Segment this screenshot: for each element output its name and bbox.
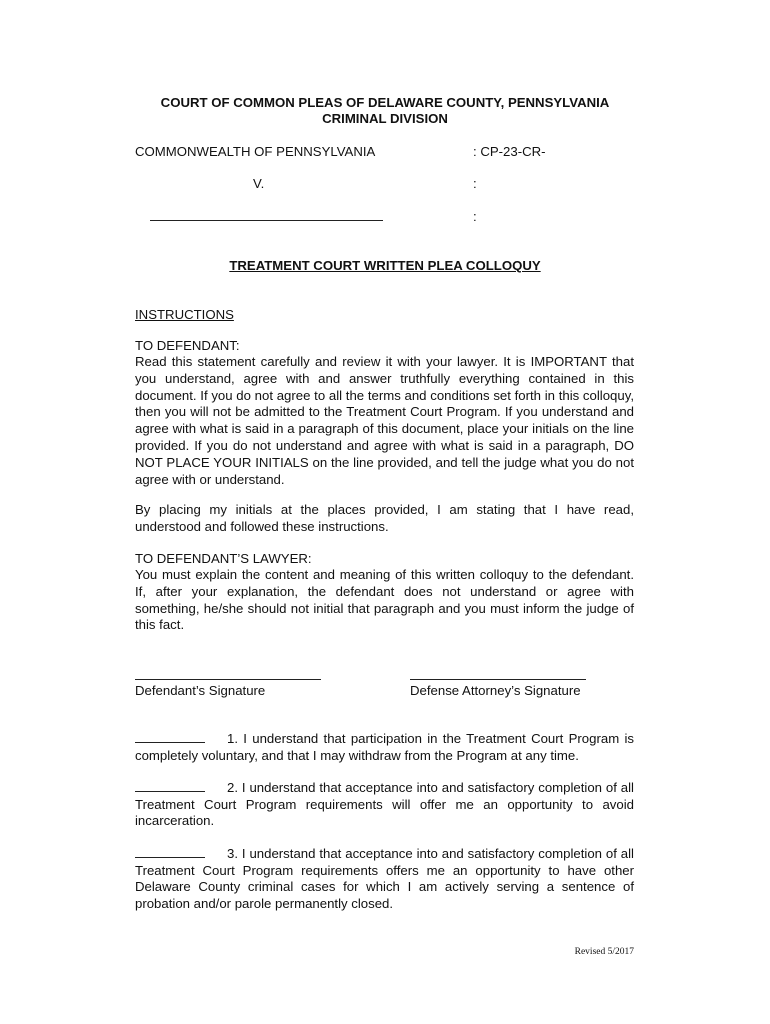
initials-statement: By placing my initials at the places provided, I am stating that I have read, understood and followed these instructions. xyxy=(135,502,634,534)
defendant-signature-line[interactable] xyxy=(135,679,321,680)
versus-label: V. xyxy=(253,176,265,191)
case-number: : CP-23-CR- xyxy=(473,144,546,159)
initials-blank[interactable] xyxy=(135,732,205,743)
defendant-instructions: Read this statement carefully and review it with your lawyer. It is IMPORTANT that you understand, agree with and answer truthfully everything contained in this document. If you do not agree to all the terms and conditions set forth in this colloquy, then you will not be admitted to the Treatment Court Program. If you understand and agree with what is said in a paragraph of this document, place your initials on the line provided. If you do not understand and agree with what is said in a paragraph, DO NOT PLACE YOUR INITIALS on the line provided, and tell the judge what you do not agree with or understand. xyxy=(135,354,634,487)
initials-blank[interactable] xyxy=(135,847,205,858)
division-heading: CRIMINAL DIVISION xyxy=(322,111,448,126)
defendant-name-line[interactable] xyxy=(150,220,383,221)
colloquy-item-text: 1. I understand that participation in the Treatment Court Program is completely voluntary, and that I may withdraw from the Program at any time. xyxy=(135,731,634,763)
initials-blank[interactable] xyxy=(135,781,205,792)
instructions-heading: INSTRUCTIONS xyxy=(135,307,234,322)
attorney-signature-line[interactable] xyxy=(410,679,586,680)
caption-colon: : xyxy=(473,209,477,224)
lawyer-instructions: You must explain the content and meaning of this written colloquy to the defendant. If, after your explanation, the defendant does not understand or agree with something, he/she should not initial that paragraph and you must inform the judge of this fact. xyxy=(135,567,634,633)
colloquy-item-text: 3. I understand that acceptance into and satisfactory completion of all Treatment Court Program requirements offers me an opportunity to have other Delaware County criminal cases for which I am actively serving a sentence of probation and/or parole permanently closed. xyxy=(135,846,634,911)
colloquy-item xyxy=(135,731,634,764)
attorney-signature-label: Defense Attorney’s Signature xyxy=(410,683,581,698)
caption-colon: : xyxy=(473,176,477,191)
court-heading: COURT OF COMMON PLEAS OF DELAWARE COUNTY, PENNSYLVANIA xyxy=(160,95,610,110)
document-title: TREATMENT COURT WRITTEN PLEA COLLOQUY xyxy=(229,258,541,273)
colloquy-item xyxy=(135,846,634,912)
plaintiff-name: COMMONWEALTH OF PENNSYLVANIA xyxy=(135,144,376,159)
lawyer-heading: TO DEFENDANT’S LAWYER: xyxy=(135,551,312,566)
defendant-signature-label: Defendant’s Signature xyxy=(135,683,266,698)
defendant-heading: TO DEFENDANT: xyxy=(135,338,240,353)
colloquy-item xyxy=(135,780,634,830)
revision-note: Revised 5/2017 xyxy=(574,947,634,957)
colloquy-item-text: 2. I understand that acceptance into and satisfactory completion of all Treatment Court Program requirements will offer me an opportunity to avoid incarceration. xyxy=(135,780,634,829)
